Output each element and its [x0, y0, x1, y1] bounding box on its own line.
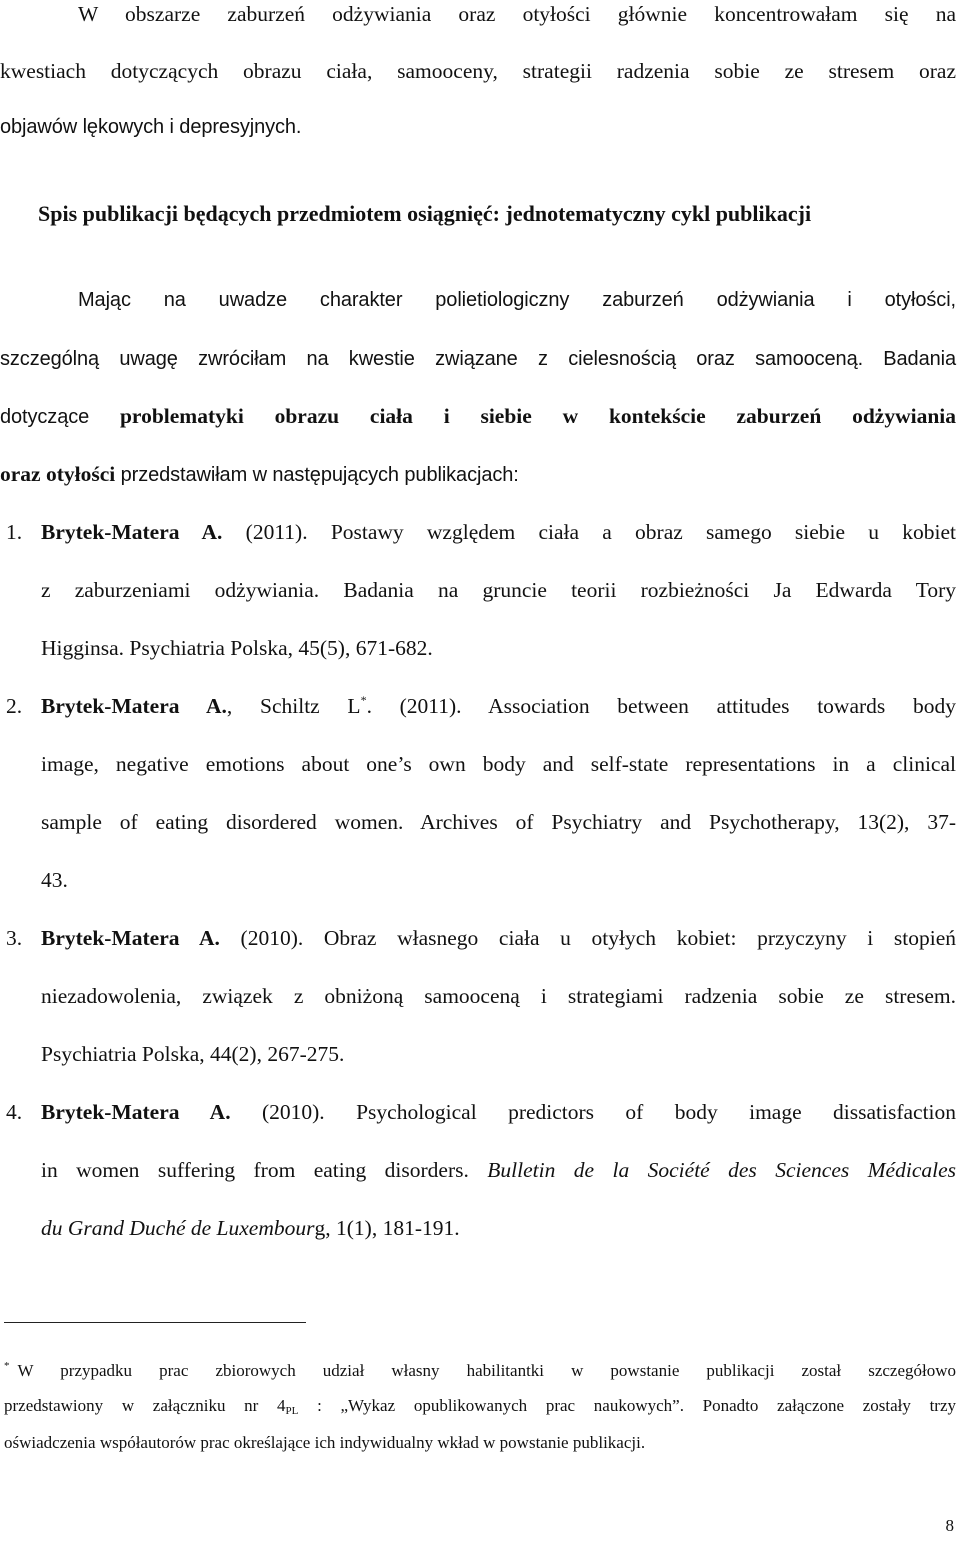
footnote-separator [4, 1322, 306, 1323]
publication-authors [41, 694, 462, 718]
publication-author: Brytek-Matera A. [41, 694, 227, 718]
publication-line-1 [41, 518, 956, 546]
publication-subtitle-end: Higginsa. [41, 636, 125, 660]
publication-title-end: in women suffering from eating disorders. [41, 1158, 469, 1182]
publication-year: (2010). [261, 1100, 325, 1124]
footnote-line-2 [4, 1395, 956, 1417]
publication-title: Postawy względem ciała a obraz samego siebie u kobiet [330, 520, 957, 544]
publication-journal: Bulletin de la Société des Sciences Médicales [487, 1158, 957, 1182]
publication-author: Brytek-Matera A. [41, 520, 223, 544]
publication-title-end: sample of eating disordered women. [41, 810, 404, 834]
publication-line-3 [41, 634, 956, 662]
publication-number: 4. [6, 1100, 23, 1124]
body-line-4 [0, 460, 956, 489]
publication-journal-cont: du Grand Duché de Luxembour [41, 1216, 315, 1240]
body-line-3-bold: problematyki obrazu ciała i siebie w kontekście zaburzeń odżywiania [119, 404, 957, 428]
publication-year: (2010). [240, 926, 304, 950]
publication-title: Psychological predictors of body image dissatisfaction [356, 1100, 957, 1124]
publication-year: (2011). [245, 520, 308, 544]
publication-line-3: Psychiatria Polska, 44(2), 267-275. [41, 1042, 345, 1066]
publication-coauthor: , Schiltz L [226, 694, 361, 718]
publication-number: 3. [6, 926, 23, 950]
publication-year: . (2011). [366, 694, 462, 718]
publication-subtitle: Badania na gruncie teorii rozbieżności Ja Edwarda Tory [343, 578, 957, 602]
footnote-mark: * [4, 1360, 10, 1372]
body-line-2-tail: Badania [883, 348, 956, 370]
publication-author: Brytek-Matera A. [41, 926, 220, 950]
publication-title-cont: z zaburzeniami odżywiania. [41, 578, 320, 602]
footnote-marker: * [360, 693, 367, 707]
body-line-1: Mając na uwadze charakter polietiologiczny zaburzeń odżywiania i otyłości, [78, 289, 956, 311]
publication-journal: Psychiatria Polska, 45(5), 671-682. [129, 636, 433, 660]
footnote-text-1: * W przypadku prac zbiorowych udział własny habilitantki w powstanie publikacji został szczegółowo [4, 1360, 956, 1380]
publication-line-2: niezadowolenia, związek z obniżoną samooceną i strategiami radzenia sobie ze stresem. [41, 984, 956, 1008]
body-line-4-rest: przedstawiłam w następujących publikacjach: [120, 464, 519, 486]
footnote-text-2a: przedstawiony w załączniku nr 4PL [4, 1396, 299, 1417]
publication-line-2 [41, 1156, 956, 1184]
body-line-3-start: dotyczące [0, 406, 90, 428]
page-number: 8 [945, 1516, 954, 1535]
body-line-2 [0, 344, 956, 373]
publication-line-4: 43. [41, 868, 68, 892]
publication-line-2: image, negative emotions about one’s own body and self-state representations in a clinical [41, 752, 956, 776]
publication-line-1 [41, 1098, 956, 1126]
intro-line-2: kwestiach dotyczących obrazu ciała, samooceny, strategii radzenia sobie ze stresem oraz [0, 59, 956, 83]
publication-line-3 [41, 808, 956, 836]
publication-number: 2. [6, 694, 23, 718]
footnote-line-3: oświadczenia współautorów prac określające ich indywidualny wkład w powstanie publikacji. [4, 1433, 646, 1452]
publication-number: 1. [6, 520, 23, 544]
section-heading: Spis publikacji będących przedmiotem osiągnięć: jednotematyczny cykl publikacji [38, 201, 812, 226]
publication-volume: g, 1(1), 181-191. [314, 1216, 460, 1240]
footnote-line-1 [4, 1360, 956, 1382]
body-line-3 [0, 402, 956, 431]
publication-line-1 [41, 692, 956, 720]
publication-author: Brytek-Matera A. [41, 1100, 231, 1124]
intro-line-3: objawów lękowych i depresyjnych. [0, 116, 302, 138]
publication-line-3 [41, 1214, 956, 1242]
publication-line-1 [41, 924, 956, 952]
intro-line-1: W obszarze zaburzeń odżywiania oraz otyłości głównie koncentrowałam się na [78, 2, 956, 26]
publication-line-2 [41, 576, 956, 604]
body-line-4-bold: oraz otyłości [0, 462, 116, 486]
body-line-2-text: szczególną uwagę zwróciłam na kwestie związane z cielesnością oraz samooceną. [0, 348, 864, 370]
footnote-text-2b: : „Wykaz opublikowanych prac naukowych”. Ponadto załączone zostały trzy [317, 1396, 957, 1415]
publication-journal: Archives of Psychiatry and Psychotherapy, 13(2), 37- [420, 810, 956, 834]
publication-title: Obraz własnego ciała u otyłych kobiet: przyczyny i stopień [323, 926, 956, 950]
publication-title: Association between attitudes towards body [488, 694, 956, 718]
footnote-subscript: PL [285, 1405, 299, 1417]
